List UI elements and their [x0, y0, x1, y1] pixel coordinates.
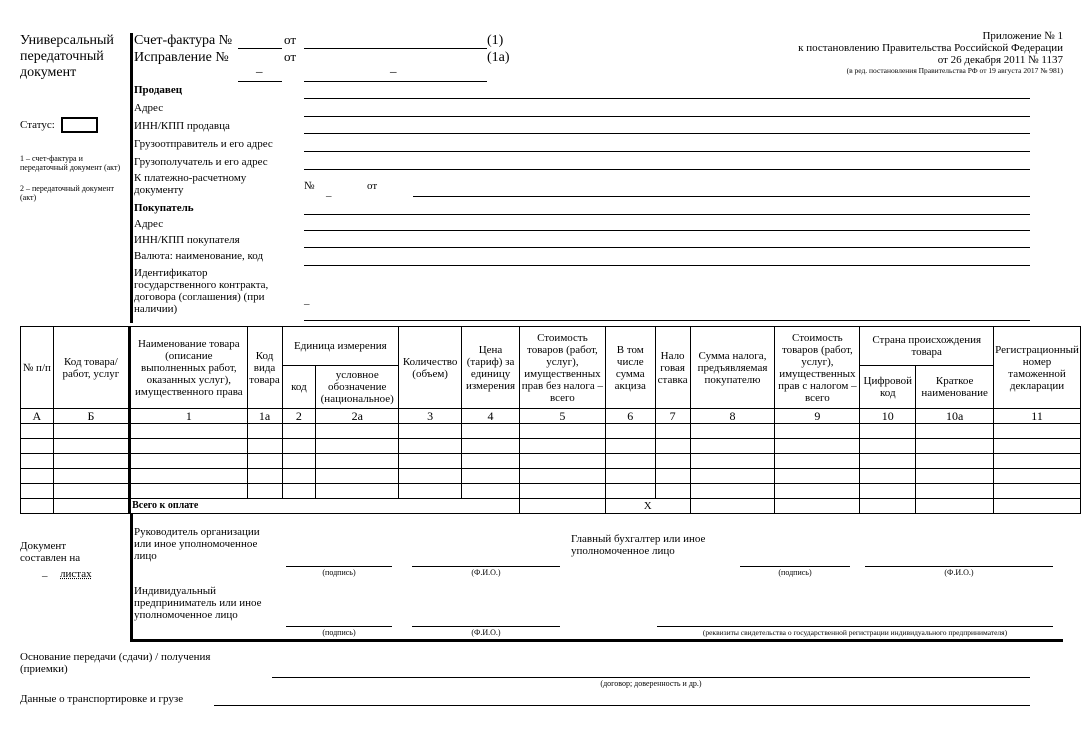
- cell[interactable]: [316, 439, 399, 454]
- cell[interactable]: [399, 469, 462, 484]
- cell[interactable]: [130, 454, 247, 469]
- cell[interactable]: [916, 424, 994, 439]
- payment-no-label: №: [304, 180, 315, 192]
- cell[interactable]: [519, 454, 605, 469]
- cell[interactable]: [316, 454, 399, 469]
- col-number: Б: [53, 409, 129, 424]
- doc-pages-label: Документ составлен на: [20, 540, 81, 564]
- currency-label: Валюта: наименование, код: [134, 250, 264, 262]
- head-label: Руководитель организации или иное уполномоченное лицо: [134, 526, 260, 562]
- cell[interactable]: [690, 469, 775, 484]
- correction-label: Исправление №: [134, 50, 229, 65]
- seller-inn-label: ИНН/КПП продавца: [134, 120, 230, 132]
- correction-date-field[interactable]: [304, 81, 487, 82]
- contract-id-field[interactable]: [304, 320, 1030, 321]
- cell[interactable]: [605, 454, 655, 469]
- buyer-heading: Покупатель: [134, 202, 194, 214]
- table-row: [21, 454, 1081, 469]
- basis-caption: (договор; доверенность и др.): [600, 679, 702, 688]
- payment-date-field[interactable]: [413, 196, 1030, 197]
- total-excise-mark: X: [605, 499, 690, 514]
- entrepreneur-signature-caption: (подпись): [322, 628, 356, 637]
- cell[interactable]: [775, 439, 860, 454]
- correction-number-dash: _: [256, 59, 263, 74]
- appendix-line-1: Приложение № 1: [982, 30, 1063, 42]
- signatures-left-border: [130, 513, 133, 642]
- cell[interactable]: [860, 469, 916, 484]
- cell[interactable]: [130, 439, 247, 454]
- cell[interactable]: [247, 454, 282, 469]
- signatures-bottom-border: [130, 639, 1063, 642]
- cell: [21, 499, 54, 514]
- cell[interactable]: [282, 439, 316, 454]
- seller-name-field[interactable]: [304, 98, 1030, 99]
- entrepreneur-signature-field[interactable]: [286, 626, 392, 627]
- status-note-2: 2 – передаточный документ (акт): [20, 184, 114, 202]
- cell[interactable]: [399, 454, 462, 469]
- col-header-tax-sum: Сумма налога, предъявляемая покупателю: [690, 327, 775, 409]
- head-name-caption: (Ф.И.О.): [471, 568, 501, 577]
- appendix-line-4: (в ред. постановления Правительства РФ от 19 августа 2017 № 981): [846, 66, 1063, 75]
- invoice-label: Счет-фактура №: [134, 33, 233, 48]
- seller-address-label: Адрес: [134, 102, 164, 114]
- cell[interactable]: [247, 439, 282, 454]
- cell[interactable]: [53, 484, 129, 499]
- cell[interactable]: [462, 469, 520, 484]
- col-number: 4: [462, 409, 520, 424]
- cell[interactable]: [462, 484, 520, 499]
- left-thick-border: [130, 33, 133, 323]
- appendix-line-3: от 26 декабря 2011 № 1137: [937, 54, 1063, 66]
- cell[interactable]: [21, 424, 54, 439]
- cell[interactable]: [916, 454, 994, 469]
- cell[interactable]: [775, 469, 860, 484]
- col-header-kind-code: Код вида товара: [247, 327, 282, 409]
- status-input[interactable]: [61, 117, 98, 133]
- cell[interactable]: [655, 454, 690, 469]
- col-number: 3: [399, 409, 462, 424]
- invoice-from-label: от: [284, 32, 297, 47]
- consignee-field[interactable]: [304, 169, 1030, 170]
- cell[interactable]: [247, 424, 282, 439]
- appendix-line-2: к постановлению Правительства Российской Федерации: [798, 42, 1063, 54]
- total-tax-sum[interactable]: [690, 499, 775, 514]
- correction-date-dash: _: [390, 59, 397, 74]
- contract-id-dash: _: [304, 294, 310, 306]
- currency-field[interactable]: [304, 265, 1030, 266]
- col-number: А: [21, 409, 54, 424]
- cell[interactable]: [247, 469, 282, 484]
- cell[interactable]: [605, 424, 655, 439]
- cell[interactable]: [690, 424, 775, 439]
- doc-pages-suffix: листах: [60, 568, 92, 580]
- buyer-inn-field[interactable]: [304, 247, 1030, 248]
- cell[interactable]: [282, 469, 316, 484]
- cell[interactable]: [247, 484, 282, 499]
- cell[interactable]: [316, 484, 399, 499]
- col-header-unit-code: код: [282, 366, 316, 409]
- correction-from-label: от: [284, 49, 297, 64]
- cell: [916, 499, 994, 514]
- seller-inn-field[interactable]: [304, 133, 1030, 134]
- col-number: 2: [282, 409, 316, 424]
- cell[interactable]: [994, 439, 1081, 454]
- cell[interactable]: [655, 439, 690, 454]
- cell[interactable]: [282, 424, 316, 439]
- accountant-signature-field[interactable]: [740, 566, 850, 567]
- col-number: 7: [655, 409, 690, 424]
- cell[interactable]: [994, 469, 1081, 484]
- cell[interactable]: [655, 484, 690, 499]
- col-number: 6: [605, 409, 655, 424]
- cell[interactable]: [655, 469, 690, 484]
- col-header-cost-with-tax: Стоимость товаров (работ, услуг), имущественных прав с налогом – всего: [775, 327, 860, 409]
- ip-requisites-field[interactable]: [657, 626, 1053, 627]
- seller-heading: Продавец: [134, 84, 183, 96]
- cell[interactable]: [994, 484, 1081, 499]
- accountant-signature-caption: (подпись): [778, 568, 812, 577]
- cell[interactable]: [462, 439, 520, 454]
- cell[interactable]: [775, 424, 860, 439]
- payment-no-dash: _: [326, 186, 332, 198]
- entrepreneur-label: Индивидуальный предприниматель или иное уполномоченное лицо: [134, 585, 262, 621]
- cell[interactable]: [130, 469, 247, 484]
- col-header-tax-rate: Нало говая ставка: [655, 327, 690, 409]
- cell[interactable]: [860, 424, 916, 439]
- cell[interactable]: [21, 469, 54, 484]
- col-header-customs: Регистрационный номер таможенной декларации: [994, 327, 1081, 409]
- col-number: 5: [519, 409, 605, 424]
- cell[interactable]: [860, 484, 916, 499]
- cell: [994, 499, 1081, 514]
- cell[interactable]: [316, 469, 399, 484]
- cell[interactable]: [605, 439, 655, 454]
- contract-id-label: Идентификатор государственного контракта, договора (соглашения) (при наличии): [134, 267, 269, 315]
- col-header-price: Цена (тариф) за единицу измерения: [462, 327, 520, 409]
- cell[interactable]: [994, 424, 1081, 439]
- shipper-label: Грузоотправитель и его адрес: [134, 138, 273, 150]
- table-row: [21, 439, 1081, 454]
- cell: [53, 499, 129, 514]
- col-header-cost-no-tax: Стоимость товаров (работ, услуг), имущественных прав без налога – всего: [519, 327, 605, 409]
- head-signature-field[interactable]: [286, 566, 392, 567]
- total-row: [21, 499, 1081, 514]
- cell[interactable]: [130, 484, 247, 499]
- cell[interactable]: [21, 484, 54, 499]
- table-row: [21, 484, 1081, 499]
- accountant-name-caption: (Ф.И.О.): [944, 568, 974, 577]
- col-number: 8: [690, 409, 775, 424]
- head-name-field[interactable]: [412, 566, 560, 567]
- cell[interactable]: [916, 469, 994, 484]
- col-header-code: Код товара/ работ, услуг: [53, 327, 129, 409]
- head-signature-caption: (подпись): [322, 568, 356, 577]
- col-header-qty: Количество (объем): [399, 327, 462, 409]
- cell[interactable]: [399, 484, 462, 499]
- cell[interactable]: [282, 484, 316, 499]
- col-header-unit: Единица измерения: [282, 327, 399, 366]
- col-number: 10: [860, 409, 916, 424]
- shipper-field[interactable]: [304, 151, 1030, 152]
- cell[interactable]: [21, 439, 54, 454]
- invoice-number-field[interactable]: [238, 48, 282, 49]
- basis-label: Основание передачи (сдачи) / получения (приемки): [20, 651, 211, 675]
- table-row: [21, 469, 1081, 484]
- buyer-address-label: Адрес: [134, 218, 164, 230]
- col-number: 10а: [916, 409, 994, 424]
- buyer-inn-label: ИНН/КПП покупателя: [134, 234, 240, 246]
- cell: [860, 499, 916, 514]
- cell[interactable]: [916, 484, 994, 499]
- col-header-unit-symbol: условное обозначение (национальное): [316, 366, 399, 409]
- cell[interactable]: [916, 439, 994, 454]
- cell[interactable]: [519, 484, 605, 499]
- col-number: 1а: [247, 409, 282, 424]
- cell[interactable]: [690, 439, 775, 454]
- seller-address-field[interactable]: [304, 116, 1030, 117]
- cell[interactable]: [690, 484, 775, 499]
- cell[interactable]: [519, 469, 605, 484]
- cell[interactable]: [605, 484, 655, 499]
- doc-pages-value[interactable]: _: [42, 566, 48, 578]
- buyer-name-field[interactable]: [304, 214, 1030, 215]
- consignee-label: Грузополучатель и его адрес: [134, 156, 268, 168]
- items-table: [20, 326, 1081, 514]
- col-number: 2а: [316, 409, 399, 424]
- doc-type-title: Универсальный передаточный документ: [20, 33, 114, 80]
- correction-code: (1а): [487, 50, 510, 65]
- cell[interactable]: [53, 439, 129, 454]
- status-note-1: 1 – счет-фактура и передаточный документ (акт): [20, 154, 121, 172]
- col-header-country-name: Краткое наименование: [916, 366, 994, 409]
- correction-number-field[interactable]: [238, 81, 282, 82]
- chief-accountant-label: Главный бухгалтер или иное уполномоченное лицо: [571, 533, 706, 557]
- total-label: Всего к оплате: [130, 499, 520, 514]
- cell[interactable]: [316, 424, 399, 439]
- cell[interactable]: [860, 454, 916, 469]
- cell[interactable]: [860, 439, 916, 454]
- transport-label: Данные о транспортировке и грузе: [20, 693, 184, 705]
- transport-field[interactable]: [214, 705, 1030, 706]
- total-cost-no-tax[interactable]: [519, 499, 605, 514]
- cell[interactable]: [53, 469, 129, 484]
- appendix-note: [723, 30, 1063, 75]
- cell[interactable]: [462, 454, 520, 469]
- entrepreneur-name-field[interactable]: [412, 626, 560, 627]
- col-number: 1: [130, 409, 247, 424]
- cell[interactable]: [519, 424, 605, 439]
- payment-from-label: от: [367, 180, 378, 192]
- cell[interactable]: [994, 454, 1081, 469]
- cell[interactable]: [53, 454, 129, 469]
- col-header-num: № п/п: [21, 327, 54, 409]
- cell[interactable]: [462, 424, 520, 439]
- ip-requisites-caption: (реквизиты свидетельства о государственной регистрации индивидуального предпринимателя): [702, 628, 1008, 637]
- invoice-code: (1): [487, 33, 504, 48]
- cell[interactable]: [399, 424, 462, 439]
- status-label: Статус:: [20, 119, 55, 131]
- col-header-country: Страна происхождения товара: [860, 327, 994, 366]
- basis-field[interactable]: [272, 677, 1030, 678]
- cell[interactable]: [655, 424, 690, 439]
- total-cost-with-tax[interactable]: [775, 499, 860, 514]
- table-row: [21, 424, 1081, 439]
- cell[interactable]: [775, 454, 860, 469]
- cell[interactable]: [775, 484, 860, 499]
- invoice-date-field[interactable]: [304, 48, 487, 49]
- col-header-name: Наименование товара (описание выполненных работ, оказанных услуг), имущественного права: [130, 327, 247, 409]
- entrepreneur-name-caption: (Ф.И.О.): [471, 628, 501, 637]
- accountant-name-field[interactable]: [865, 566, 1053, 567]
- payment-doc-label: К платежно-расчетному документу: [134, 172, 247, 196]
- cell[interactable]: [519, 439, 605, 454]
- cell[interactable]: [130, 424, 247, 439]
- cell[interactable]: [53, 424, 129, 439]
- cell[interactable]: [21, 454, 54, 469]
- col-number: 9: [775, 409, 860, 424]
- cell[interactable]: [690, 454, 775, 469]
- col-header-country-code: Цифровой код: [860, 366, 916, 409]
- cell[interactable]: [282, 454, 316, 469]
- buyer-address-field[interactable]: [304, 230, 1030, 231]
- col-header-excise: В том числе сумма акциза: [605, 327, 655, 409]
- col-number: 11: [994, 409, 1081, 424]
- cell[interactable]: [399, 439, 462, 454]
- cell[interactable]: [605, 469, 655, 484]
